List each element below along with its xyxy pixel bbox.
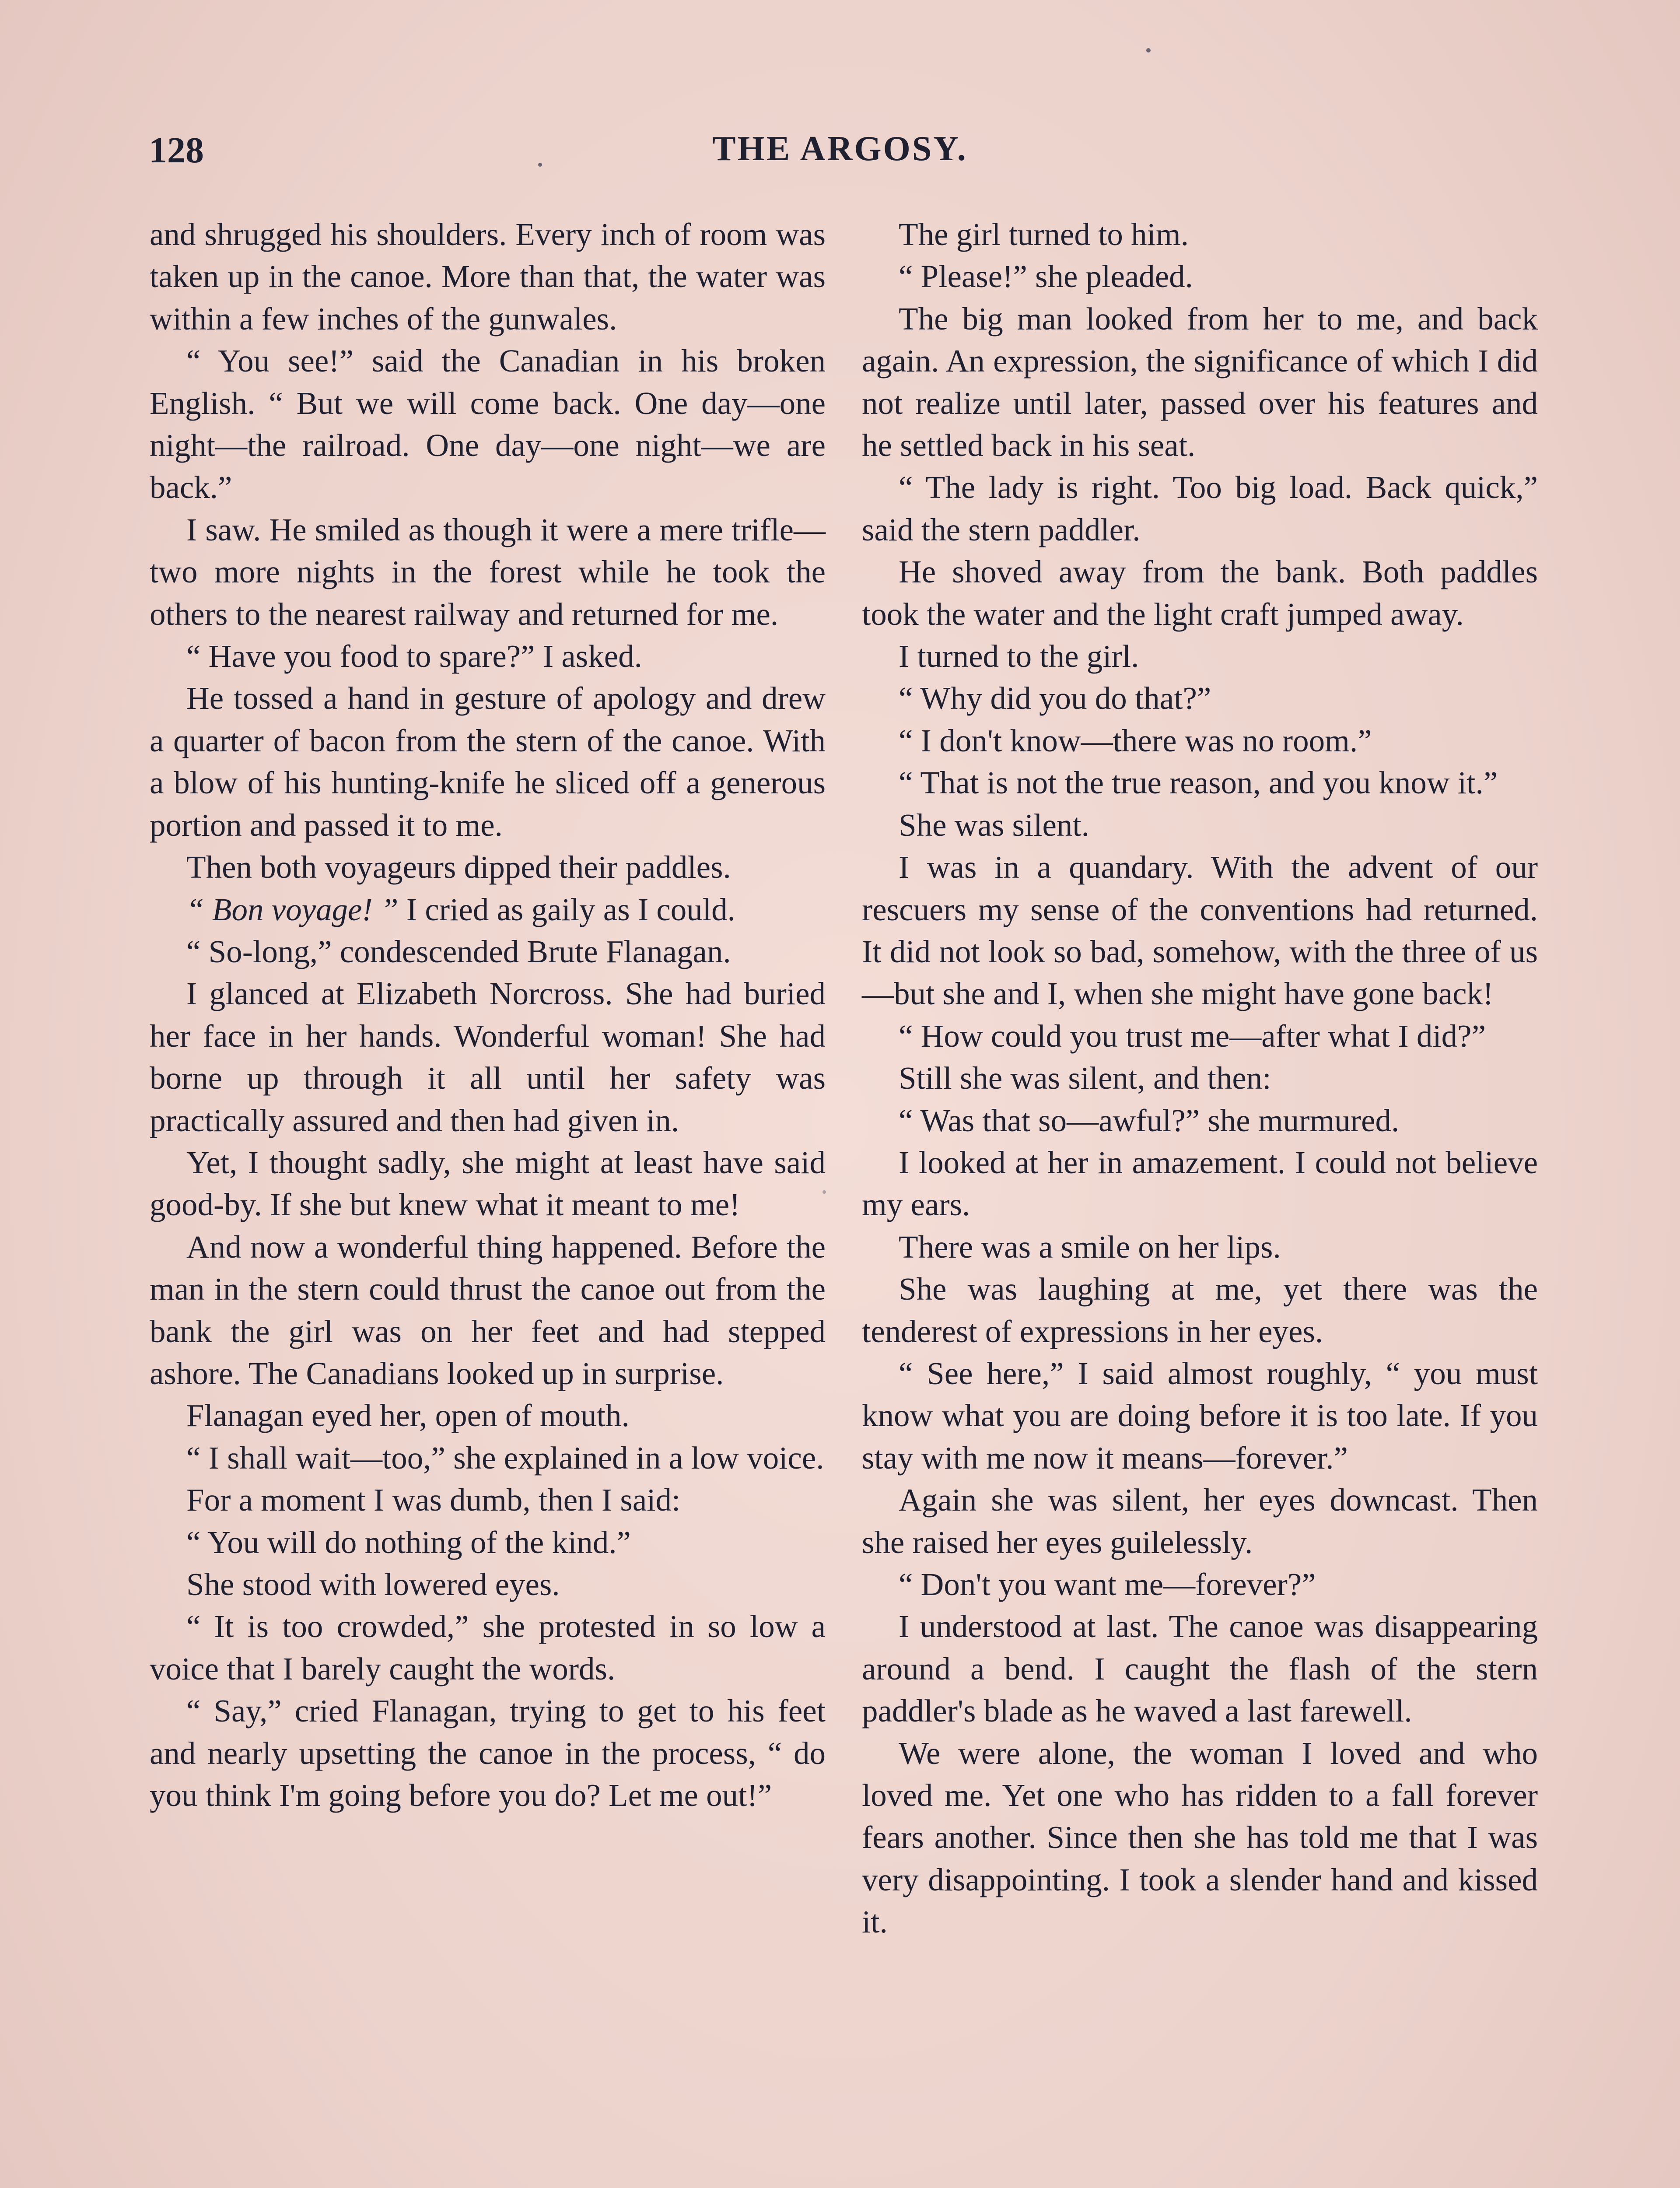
paragraph-text: I looked at her in amazement. I could not believe my ears. (862, 1144, 1538, 1223)
paragraph (862, 1226, 1538, 1268)
paragraph (862, 1353, 1538, 1479)
paragraph (862, 720, 1538, 762)
paragraph (862, 1732, 1538, 1943)
paragraph-text: The big man looked from her to me, and back again. An expression, the significance of which I did not realize until later, passed over his features and he settled back in his seat. (862, 301, 1538, 463)
paragraph (862, 1100, 1538, 1142)
paragraph (862, 1564, 1538, 1606)
paragraph-text: “ The lady is right. Too big load. Back quick,” said the stern paddler. (862, 470, 1538, 547)
paragraph-text: “ Don't you want me—forever?” (899, 1567, 1316, 1602)
paragraph (862, 298, 1538, 467)
paragraph-text: Yet, I thought sadly, she might at least have said good-by. If she but knew what it meant to me! (150, 1144, 826, 1223)
paragraph (862, 635, 1538, 677)
paragraph (862, 1057, 1538, 1099)
paragraph (150, 1564, 826, 1606)
paragraph-text: The girl turned to him. (899, 217, 1189, 252)
paragraph (150, 1522, 826, 1564)
paragraph-text: I cried as gaily as I could. (398, 891, 735, 927)
paragraph-text: “ It is too crowded,” she protested in so low a voice that I barely caught the words. (150, 1609, 826, 1687)
paragraph-text: She was laughing at me, yet there was the tenderest of expressions in her eyes. (862, 1271, 1538, 1349)
paragraph (862, 1142, 1538, 1226)
paragraph (862, 466, 1538, 551)
paragraph (150, 1479, 826, 1521)
paragraph-text: “ You will do nothing of the kind.” (186, 1524, 631, 1560)
right-text-column (862, 214, 1538, 1943)
paragraph (150, 973, 826, 1142)
paragraph-text: He shoved away from the bank. Both paddles took the water and the light craft jumped away. (862, 554, 1538, 632)
paragraph (862, 256, 1538, 298)
paragraph (150, 889, 826, 931)
paragraph-text: Still she was silent, and then: (899, 1060, 1271, 1096)
paragraph (150, 214, 826, 340)
paragraph (862, 804, 1538, 846)
left-text-column (150, 214, 826, 1816)
paragraph (150, 1437, 826, 1479)
paragraph-text: “ How could you trust me—after what I did?” (899, 1018, 1486, 1054)
paragraph (150, 931, 826, 973)
paragraph-text: Then both voyageurs dipped their paddles. (186, 849, 731, 885)
paragraph (150, 677, 826, 846)
print-speck (538, 163, 542, 167)
paragraph-text: “ I shall wait—too,” she explained in a low voice. (186, 1440, 824, 1476)
running-title: THE ARGOSY. (712, 130, 968, 168)
paragraph (862, 1268, 1538, 1353)
paragraph-text: “ You see!” said the Canadian in his broken English. “ But we will come back. One day—one night—the railroad. One day—one night—we are back.” (150, 343, 826, 505)
paragraph-text: And now a wonderful thing happened. Before the man in the stern could thrust the canoe out from the bank the girl was on her feet and had stepped ashore. The Canadians looked up in surprise. (150, 1229, 826, 1391)
page-header (149, 129, 1531, 182)
paragraph (150, 340, 826, 509)
paragraph-text: I glanced at Elizabeth Norcross. She had buried her face in her hands. Wonderful woman! She had borne up through it all until her safety was practically assured and then had given in. (150, 976, 826, 1138)
paragraph-text: “ Was that so—awful?” she murmured. (899, 1102, 1400, 1138)
paragraph (862, 551, 1538, 635)
paragraph-text: Flanagan eyed her, open of mouth. (186, 1398, 630, 1434)
print-speck (1146, 48, 1151, 53)
paragraph-text: “ I don't know—there was no room.” (899, 722, 1372, 758)
paragraph-text: I was in a quandary. With the advent of our rescuers my sense of the conventions had returned. It did not look so bad, somehow, with the three of us—but she and I, when she might have gone back! (862, 849, 1538, 1012)
paragraph (150, 1395, 826, 1437)
paragraph-text: “ Why did you do that?” (899, 680, 1211, 716)
paragraph (150, 1142, 826, 1226)
paragraph-text: For a moment I was dumb, then I said: (186, 1482, 681, 1518)
paragraph-text: “ So-long,” condescended Brute Flanagan. (186, 933, 731, 969)
paragraph-text: “ That is not the true reason, and you know it.” (899, 765, 1498, 801)
paragraph-text: “ Say,” cried Flanagan, trying to get to his feet and nearly upsetting the canoe in the process, “ do you think I'm going before you do? Let me out!” (150, 1693, 826, 1813)
paragraph-text: We were alone, the woman I loved and who loved me. Yet one who has ridden to a fall forever fears another. Since then she has told me that I was very disappointing. I took a slender hand and kissed it. (862, 1735, 1538, 1940)
paragraph-text: “ Please!” she pleaded. (899, 259, 1193, 295)
paragraph (150, 1690, 826, 1816)
paragraph (862, 762, 1538, 804)
paragraph (862, 1015, 1538, 1057)
paragraph-text: I turned to the girl. (899, 638, 1139, 674)
paragraph-text: She was silent. (899, 807, 1089, 843)
paragraph (862, 1479, 1538, 1564)
paragraph-text: I saw. He smiled as though it were a mere trifle—two more nights in the forest while he took the others to the nearest railway and returned for me. (150, 512, 826, 632)
paragraph (150, 1606, 826, 1690)
paragraph-text: “ Have you food to spare?” I asked. (186, 638, 642, 674)
paragraph-text: and shrugged his shoulders. Every inch of room was taken up in the canoe. More than that, the water was within a few inches of the gunwales. (150, 217, 826, 337)
paragraph (862, 677, 1538, 719)
paragraph (150, 635, 826, 677)
paragraph-text: Again she was silent, her eyes downcast. Then she raised her eyes guilelessly. (862, 1482, 1538, 1560)
paragraph-text: He tossed a hand in gesture of apology and drew a quarter of bacon from the stern of the canoe. With a blow of his hunting-knife he sliced off a generous portion and passed it to me. (150, 680, 826, 843)
paragraph (862, 846, 1538, 1015)
paragraph-text: There was a smile on her lips. (899, 1229, 1281, 1265)
paragraph (862, 214, 1538, 256)
paragraph (862, 1606, 1538, 1732)
paragraph (150, 509, 826, 635)
print-speck (822, 1190, 826, 1194)
page-number: 128 (149, 130, 204, 171)
paragraph (150, 846, 826, 888)
paragraph (150, 1226, 826, 1395)
italic-phrase: “ Bon voyage! ” (186, 891, 399, 927)
paragraph-text: I understood at last. The canoe was disappearing around a bend. I caught the flash of the stern paddler's blade as he waved a last farewell. (862, 1609, 1538, 1729)
paragraph-text: “ See here,” I said almost roughly, “ you must know what you are doing before it is too late. If you stay with me now it means—forever.” (862, 1355, 1538, 1476)
paragraph-text: She stood with lowered eyes. (186, 1567, 560, 1602)
